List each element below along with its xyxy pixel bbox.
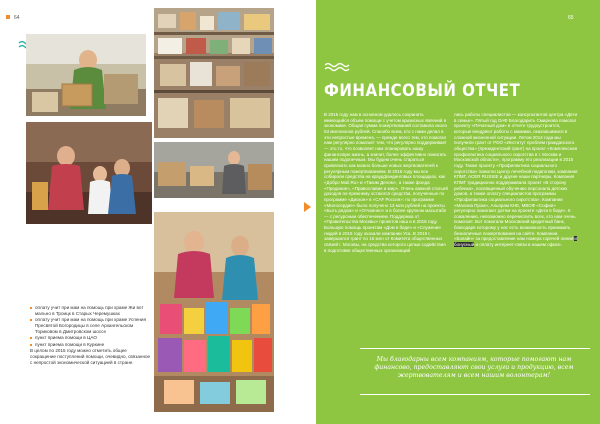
highlighted-text: и бонусный xyxy=(454,236,577,248)
list-item: пункт приема помощи в Куркине xyxy=(30,342,152,348)
page-title: ФИНАНСОВЫЙ ОТЧЕТ xyxy=(324,80,521,101)
text-column-2 xyxy=(454,112,578,248)
column-2-body: лись работы специалистов — консультантов центра «Дети в семье». Пятый год ОАФ Благодарить Смирнова помогал проекту «Печатный дом» в отчете трудоустроится, которые внедряют работы с мамами, оказавшимися в сложной жизненной ситуации. Летом 2014 года мы получили грант от РОО «Институт проблем гражданского общества» (президентский грант) на проект «Комплексная профилактика социального сиротства в г. Москва и Московской области», программу его реализации в 2015 году. Также проекту «Профилактика социального сиротства» помогли Центр лечебной педагогики, компания КПМГ, ACER RUSSIE и другие наши партнеры. Компания КПМГ традиционно поддерживала проект «В сторону ребенка», посвященный обучению персонала детских домов, а также оплату специалистов программы «Профилактика социального сиротства». Компании «Малина Пром», Альпрам КНЕ, МВОФ «София» регулярно помогают детям на проекте «Дети в беде». К сожалению, невозможно перечислить всех, кто нам очень помогает. Вот помогали Московский кредитный банк, благодаря которому у нас есть возможность принимать безналичные пожертвования на сайте. Компании «Бэлайн» за предоставление нам номера горячей линии xyxy=(454,112,578,242)
photo-volunteers-packing xyxy=(154,212,274,412)
white-wave-icon xyxy=(324,62,354,72)
right-page-number: 65 xyxy=(568,15,574,21)
quote-divider-bottom xyxy=(360,394,590,395)
left-page-number: 64 xyxy=(14,15,20,21)
list-item: оплату учит при мам на помощь при храме Жи вот мально в Троицк в Старых Черемушках xyxy=(30,305,152,317)
photo-woman-with-children xyxy=(26,122,152,224)
list-item: пункт приема помощи в ЦАО xyxy=(30,335,152,341)
help-points-list xyxy=(30,305,152,366)
white-arrow-icon xyxy=(270,202,277,212)
quote-divider-top xyxy=(360,348,590,349)
photo-man-with-box xyxy=(26,34,146,116)
column-2-tail: и оплату интернет-связи в нашем офисе. xyxy=(475,242,562,248)
photo-volunteers-sorting xyxy=(154,142,274,198)
thanks-quote: Мы благодарны всем компаниям, которые помогают нам финансово, предоставляют свои услуги и продукцию, всем жертвователям и всем нашим волонтерам! xyxy=(374,356,574,379)
white-arrow-icon xyxy=(262,202,269,212)
orange-arrow-icon xyxy=(304,202,311,212)
summary-paragraph: В целом по 2015 году можно отметить общее сокращение поступлений помощи, очевидно, связанное с непростой экономической ситуацией в стране. xyxy=(30,347,151,365)
photo-warehouse-shelves xyxy=(154,8,274,138)
page-marker-icon xyxy=(6,15,10,19)
list-item: оплату учит при мам на помощь при храме Успения Пресвятой Богородицы в селе Архангельском Ториковом в Дмитровском шоссе xyxy=(30,317,152,335)
text-column-1: В 2015 году нам в основном удалось сохранить имеющийся объем помощи с учетом кризисных явлений в экономике. Общая сумма пожертвований составила около 53 миллионов рублей. Спасибо всем, кто с нами делал в эти непростые времена, — прежде всего тем, кто помогал нам регулярно помогает тем, что регулярно поддерживает — это то, что позволяет нам планировать нашу финансовую жизнь, а значит, более эффективно помогать нашим подопечным. Мы будем очень стараться привлекать как можно больше новых жертвователей к регулярным пожертвованиям. В 2015 году мы все собирали средства на краудфандинговых площадках, как «Добро Mail.Ru» и «Таким Делом», а также фонда «Предание», «Православие и мир». Очень важной статьей доходов по-прежнему остаются средства, полученные по программе «Дискон» в «CAF Россия»: по программе «Милосердие» было получено 13 млн рублей на проекты «Быть рядом» и «Отчаянно» и в более крупном масштабе — с ресурсным обеспечением. Поддержка от «Правительства Москвы» проектов наш и в 2016 году. Большую помощь проектам «Дом в беде» и «Служение людей в 2016 году оказали компании Уса. В 2015 г. завершился грант по 16 млн от Комитета общественных связей г. Москвы, на средства которого целью содействия в подготовке общественных организаций xyxy=(324,112,448,253)
